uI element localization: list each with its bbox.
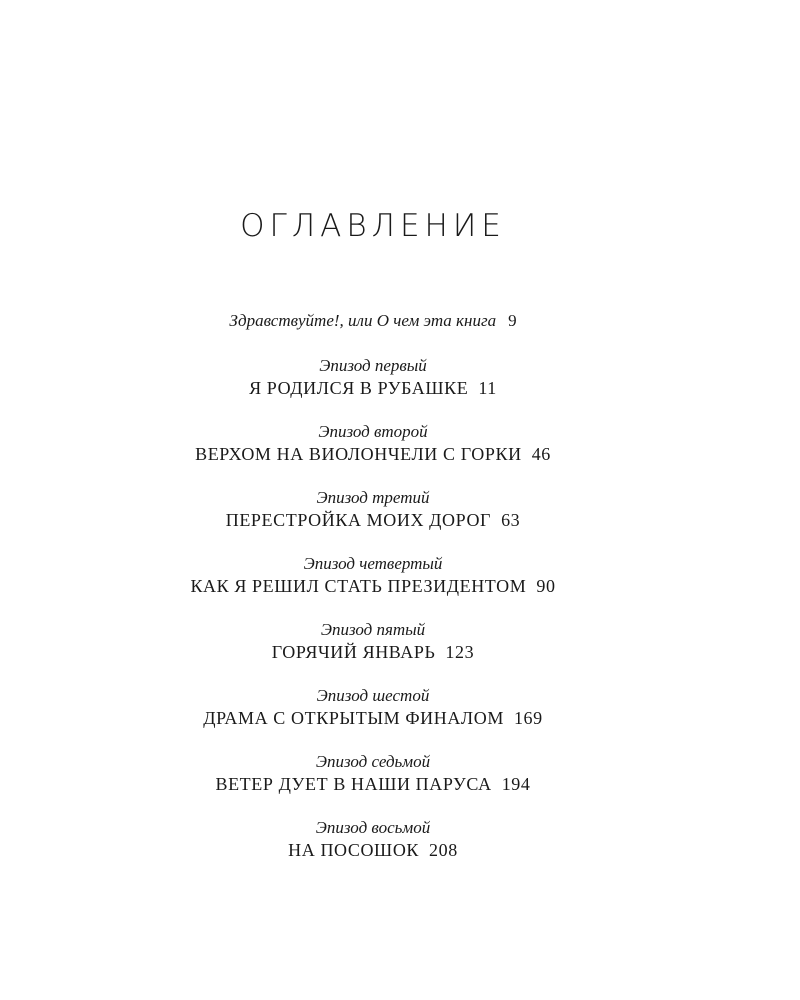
episode-page-number: 123 [445,642,475,662]
episode-title-row [0,839,746,861]
episode-title-row [0,707,746,729]
episode-title-row [0,509,746,531]
episode-label: Эпизод пятый [320,620,426,639]
episode-page-number: 194 [501,774,531,794]
episode-title-row [0,443,746,465]
toc-intro-entry [0,311,746,331]
episode-entry-2 [0,421,746,487]
episode-page-number: 208 [429,840,458,860]
episode-entry-4 [0,553,746,619]
episode-page-number: 46 [531,444,551,464]
intro-page-number: 9 [508,311,517,330]
episode-title: ВЕРХОМ НА ВИОЛОНЧЕЛИ С ГОРКИ [195,444,522,464]
episode-title-row [0,773,746,795]
episode-title: ВЕТЕР ДУЕТ В НАШИ ПАРУСА [215,774,492,794]
episode-label: Эпизод третий [316,488,430,507]
episode-title-row [0,377,746,399]
episode-title: ГОРЯЧИЙ ЯНВАРЬ [271,642,436,662]
episode-title-row [0,575,746,597]
episode-title-row [0,641,746,663]
episode-label: Эпизод седьмой [315,752,431,771]
episode-page-number: 63 [501,510,521,530]
episode-page-number: 169 [513,708,543,728]
episode-entry-1 [0,355,746,421]
episode-list [0,355,746,883]
episode-entry-7 [0,751,746,817]
episode-title: КАК Я РЕШИЛ СТАТЬ ПРЕЗИДЕНТОМ [190,576,527,596]
episode-title: ПЕРЕСТРОЙКА МОИХ ДОРОГ [225,510,492,530]
episode-title: НА ПОСОШОК [288,840,420,860]
episode-label: Эпизод второй [318,422,428,441]
episode-label: Эпизод восьмой [315,818,431,837]
page-title: ОГЛАВЛЕНИЕ [240,208,506,244]
episode-title: ДРАМА С ОТКРЫТЫМ ФИНАЛОМ [203,708,504,728]
episode-label: Эпизод первый [319,356,427,375]
episode-title: Я РОДИЛСЯ В РУБАШКЕ [249,378,469,398]
episode-page-number: 90 [536,576,556,596]
episode-entry-3 [0,487,746,553]
episode-page-number: 11 [478,378,497,398]
episode-label: Эпизод шестой [316,686,430,705]
episode-entry-6 [0,685,746,751]
intro-title: Здравствуйте!, или О чем эта книга [229,311,497,330]
episode-entry-8 [0,817,746,883]
episode-entry-5 [0,619,746,685]
episode-label: Эпизод четвертый [303,554,443,573]
